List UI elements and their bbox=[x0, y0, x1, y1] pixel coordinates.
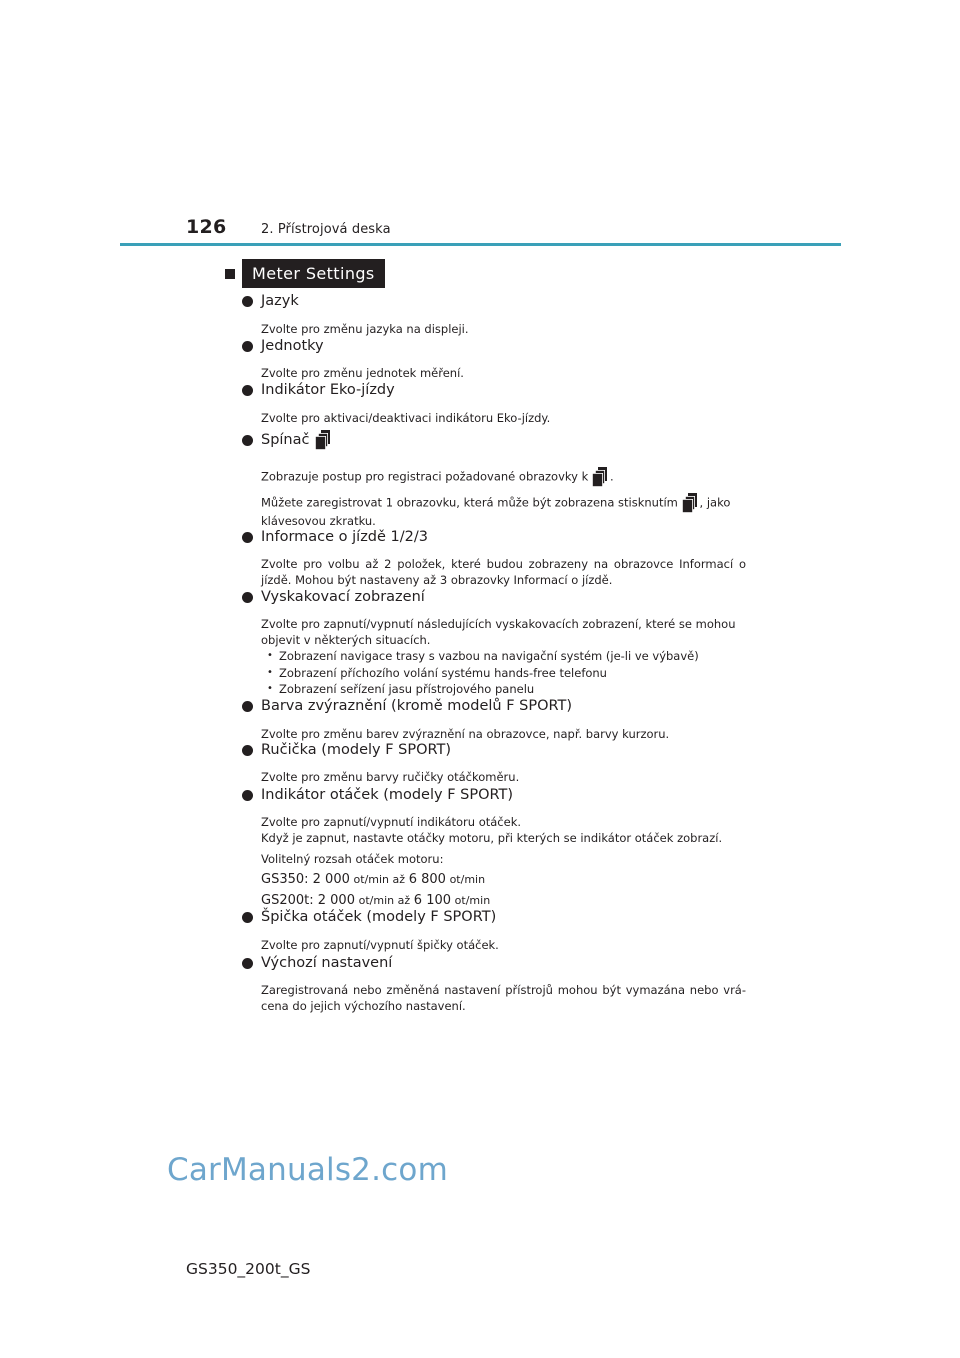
list-item: • Zobrazení navigace trasy s vazbou na navigační systém (je-li ve výbavě) bbox=[261, 648, 746, 665]
item-title: Výchozí nastavení bbox=[261, 955, 393, 971]
bullet-icon bbox=[242, 745, 253, 756]
item-description: Zvolte pro změnu jednotek měření. bbox=[261, 366, 464, 380]
item-title: Vyskakovací zobrazení bbox=[261, 589, 425, 605]
rpm-range-label: Volitelný rozsah otáček motoru: bbox=[261, 852, 444, 866]
rpm-range-gs350: GS350: 2 000 ot/min až 6 800 ot/min bbox=[261, 872, 486, 887]
item-description: Zvolte pro změnu barev zvýraznění na obrazovce, např. barvy kurzoru. bbox=[261, 727, 670, 741]
header-rule bbox=[120, 243, 841, 246]
item-needle bbox=[242, 742, 451, 758]
page-number: 126 bbox=[186, 216, 227, 238]
item-description: Zvolte pro změnu jazyka na displeji. bbox=[261, 322, 469, 336]
bullet-icon bbox=[242, 912, 253, 923]
sub-bullet-list bbox=[261, 648, 746, 698]
item-jazyk bbox=[242, 293, 299, 309]
item-accent-color bbox=[242, 698, 572, 714]
section-title: Meter Settings bbox=[242, 259, 385, 288]
item-description: Zvolte pro zapnutí/vypnutí špičky otáček. bbox=[261, 938, 499, 952]
item-default-settings bbox=[242, 955, 392, 971]
item-title: Informace o jízdě 1/2/3 bbox=[261, 529, 428, 545]
item-description: Zvolte pro zapnutí/vypnutí indikátoru otáček. Když je zapnut, nastavte otáčky motoru, při kterých se indikátor otáček zobrazí. bbox=[261, 815, 723, 845]
item-description: Zvolte pro změnu barvy ručičky otáčkoměru. bbox=[261, 770, 520, 784]
item-description: Zvolte pro aktivaci/deaktivaci indikátoru Eko-jízdy. bbox=[261, 411, 551, 425]
pages-icon bbox=[315, 430, 333, 450]
item-title: Spínač bbox=[261, 432, 310, 448]
item-description: Zvolte pro zapnutí/vypnutí následujících vyskakovacích zobrazení, které se mohou objevit v některých situacích. • Zobrazení navigace trasy s vazbou na navigační systém (je-li ve výbavě) • Zobrazení příchozího volání systému hands-free telefonu • Zobrazení seřízení jasu přístrojového panelu bbox=[261, 616, 746, 698]
rpm-range-gs200t: GS200t: 2 000 ot/min až 6 100 ot/min bbox=[261, 893, 491, 908]
item-title: Ručička (modely F SPORT) bbox=[261, 742, 452, 758]
footer-model-code: GS350_200t_GS bbox=[186, 1260, 311, 1278]
pages-icon bbox=[592, 467, 610, 487]
bullet-icon bbox=[242, 341, 253, 352]
item-description: Zaregistrovaná nebo změněná nastavení přístrojů mohou být vymazána nebo vrá-cena do jejich výchozího nastavení. bbox=[261, 983, 746, 1013]
item-title: Indikátor otáček (modely F SPORT) bbox=[261, 787, 514, 803]
item-switch bbox=[242, 430, 333, 450]
chapter-title: 2. Přístrojová deska bbox=[261, 222, 391, 237]
item-description: Můžete zaregistrovat 1 obrazovku, která může být zobrazena stisknutím , jako klávesovou zkratku. bbox=[261, 493, 746, 530]
section-square-marker bbox=[225, 269, 235, 279]
bullet-icon bbox=[242, 701, 253, 712]
pages-icon bbox=[682, 493, 700, 513]
list-item: • Zobrazení seřízení jasu přístrojového panelu bbox=[261, 681, 746, 698]
item-title: Barva zvýraznění (kromě modelů F SPORT) bbox=[261, 698, 573, 714]
item-rpm-peak bbox=[242, 909, 496, 925]
bullet-icon bbox=[242, 790, 253, 801]
list-item: • Zobrazení příchozího volání systému hands-free telefonu bbox=[261, 665, 746, 682]
watermark: CarManuals2.com bbox=[167, 1152, 448, 1188]
item-trip-info bbox=[242, 529, 428, 545]
item-title: Indikátor Eko-jízdy bbox=[261, 382, 395, 398]
item-description: Zvolte pro volbu až 2 položek, které budou zobrazeny na obrazovce Informací o jízdě. Mohou být nastaveny až 3 obrazovky Informací o jízdě. bbox=[261, 557, 746, 587]
item-eco-indicator bbox=[242, 382, 395, 398]
bullet-icon bbox=[242, 385, 253, 396]
bullet-icon bbox=[242, 532, 253, 543]
item-title: Špička otáček (modely F SPORT) bbox=[261, 909, 497, 925]
bullet-icon bbox=[242, 435, 253, 446]
bullet-icon bbox=[242, 296, 253, 307]
bullet-icon bbox=[242, 958, 253, 969]
item-jednotky bbox=[242, 338, 324, 354]
item-rpm-indicator bbox=[242, 787, 513, 803]
item-title: Jednotky bbox=[261, 338, 324, 354]
bullet-icon bbox=[242, 592, 253, 603]
item-popup-display bbox=[242, 589, 425, 605]
item-description: Zobrazuje postup pro registraci požadované obrazovky k . bbox=[261, 467, 746, 487]
item-title: Jazyk bbox=[261, 293, 299, 309]
